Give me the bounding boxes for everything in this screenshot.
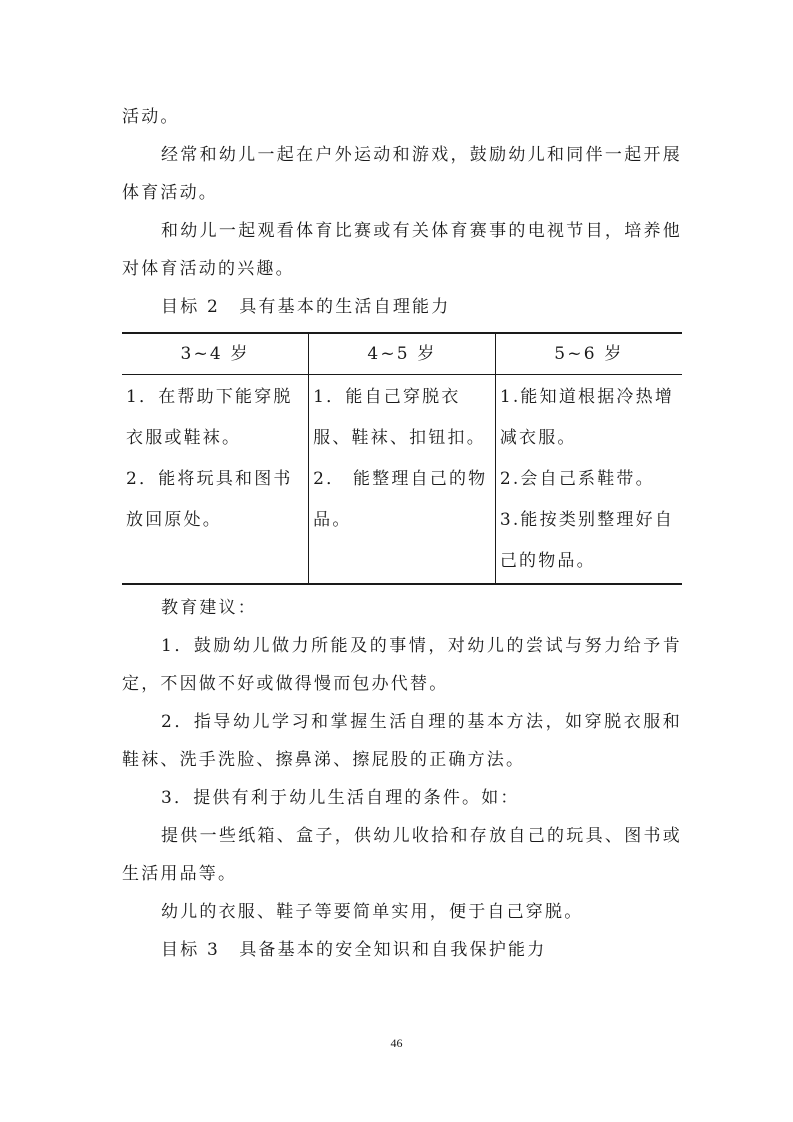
suggestions-heading: 教育建议：: [161, 598, 257, 618]
list-item: 2.会自己系鞋带。: [499, 469, 655, 489]
list-item: 2． 能整理自己的物品。: [313, 469, 488, 530]
page-number: 46: [390, 1036, 403, 1050]
suggestion-item-3-detail-2: 幼儿的衣服、鞋子等要简单实用，便于自己穿脱。: [161, 902, 584, 922]
list-item: 1．能自己穿脱衣服、鞋袜、扣钮扣。: [313, 387, 486, 448]
header-age-5-6: 5~6 岁: [495, 333, 682, 375]
header-age-4-5: 4~5 岁: [309, 333, 496, 375]
list-item: 2．能将玩具和图书放回原处。: [126, 469, 293, 530]
table-header-row: [122, 333, 682, 375]
cell-age-5-6: [495, 375, 682, 585]
goal-3-heading: 目标 3 具备基本的安全知识和自我保护能力: [161, 940, 547, 960]
goal-2-heading: 目标 2 具有基本的生活自理能力: [161, 297, 451, 317]
paragraph-outdoor-activity: 经常和幼儿一起在户外运动和游戏，鼓励幼儿和同伴一起开展体育活动。: [122, 145, 682, 203]
paragraph-continuation: 活动。: [122, 107, 180, 127]
document-body: [122, 98, 682, 969]
list-item: 1．在帮助下能穿脱衣服或鞋袜。: [126, 387, 293, 448]
header-age-3-4: 3~4 岁: [122, 333, 309, 375]
cell-age-3-4: [122, 375, 309, 585]
list-item: 3.能按类别整理好自己的物品。: [499, 510, 675, 571]
list-item: 1.能知道根据冷热增减衣服。: [499, 387, 675, 448]
cell-age-4-5: [309, 375, 496, 585]
suggestion-item-2: 2．指导幼儿学习和掌握生活自理的基本方法，如穿脱衣服和鞋袜、洗手洗脸、擦鼻涕、擦屁股的正确方法。: [122, 712, 682, 770]
goal-2-table: [122, 332, 682, 585]
suggestion-item-1: 1．鼓励幼儿做力所能及的事情，对幼儿的尝试与努力给予肯定，不因做不好或做得慢而包办代替。: [122, 636, 682, 694]
paragraph-watch-sports: 和幼儿一起观看体育比赛或有关体育赛事的电视节目，培养他对体育活动的兴趣。: [122, 221, 682, 279]
suggestion-item-3-detail-1: 提供一些纸箱、盒子，供幼儿收拾和存放自己的玩具、图书或生活用品等。: [122, 826, 682, 884]
suggestion-item-3: 3．提供有利于幼儿生活自理的条件。如：: [161, 788, 520, 808]
table-row: [122, 375, 682, 585]
